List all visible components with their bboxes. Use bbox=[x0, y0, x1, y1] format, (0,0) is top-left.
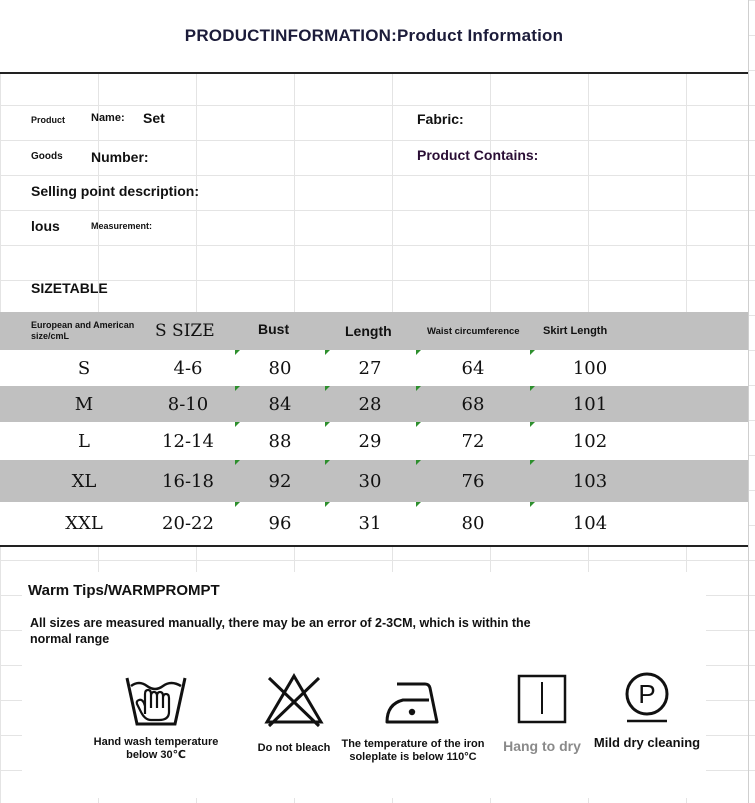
header-bust: Bust bbox=[258, 321, 290, 337]
care-label-iron: The temperature of the iron soleplate is below 110°C bbox=[341, 738, 485, 763]
cell-marker bbox=[416, 502, 421, 507]
cell-marker bbox=[530, 502, 535, 507]
bust-cell: 96 bbox=[268, 513, 292, 534]
name-label: Name: bbox=[91, 112, 125, 124]
bust-cell: 84 bbox=[268, 393, 292, 415]
cell-marker bbox=[325, 350, 330, 355]
length-cell: 28 bbox=[358, 393, 382, 415]
size-cell: L bbox=[78, 430, 90, 452]
page-title: PRODUCTINFORMATION:Product Information bbox=[184, 26, 564, 45]
cell-marker bbox=[235, 460, 240, 465]
size-cell: M bbox=[74, 393, 94, 415]
warm-tips-text: All sizes are measured manually, there may be an error of 2-3CM, which is within the normal range bbox=[30, 616, 531, 646]
care-item-hand-wash bbox=[86, 670, 226, 762]
cell-marker bbox=[530, 350, 535, 355]
waist-cell: 76 bbox=[461, 470, 485, 492]
cell-marker bbox=[325, 422, 330, 427]
care-item-dry-clean bbox=[588, 670, 706, 749]
cell-marker bbox=[325, 460, 330, 465]
table-row bbox=[0, 350, 748, 386]
header-length: Length bbox=[345, 323, 392, 339]
fabric-label: Fabric: bbox=[417, 111, 464, 127]
skirt-length-cell: 101 bbox=[572, 393, 608, 415]
cell-marker bbox=[235, 350, 240, 355]
svg-text:P: P bbox=[638, 679, 656, 709]
cell-marker bbox=[530, 386, 535, 391]
table-row bbox=[0, 502, 748, 545]
warm-tips-title: Warm Tips/WARMPROMPT bbox=[28, 582, 220, 599]
header-eu-us-size: European and American size/cmL bbox=[31, 320, 135, 341]
bust-cell: 88 bbox=[268, 430, 292, 452]
warm-tips-panel bbox=[22, 572, 706, 798]
page-edge-rule bbox=[748, 0, 749, 803]
cell-marker bbox=[416, 386, 421, 391]
header-skirt-length: Skirt Length bbox=[543, 325, 608, 337]
eu-size-cell: 12-14 bbox=[162, 430, 214, 452]
size-table-title: SIZETABLE bbox=[31, 280, 108, 296]
cell-marker bbox=[325, 386, 330, 391]
dry-clean-icon bbox=[621, 670, 673, 726]
page-header bbox=[0, 0, 748, 74]
length-cell: 29 bbox=[358, 430, 382, 452]
cell-marker bbox=[416, 422, 421, 427]
care-label-no-bleach: Do not bleach bbox=[257, 742, 331, 754]
number-label: Number: bbox=[91, 149, 149, 165]
table-row bbox=[0, 460, 748, 502]
size-cell: XXL bbox=[65, 513, 103, 534]
care-label-hang-dry: Hang to dry bbox=[503, 738, 581, 754]
header-s-size: S SIZE bbox=[155, 321, 215, 341]
measurement-label: Measurement: bbox=[91, 221, 153, 231]
table-row bbox=[0, 386, 748, 422]
size-cell: S bbox=[77, 357, 91, 379]
table-bottom-rule bbox=[0, 545, 748, 547]
size-cell: XL bbox=[71, 470, 97, 492]
name-value: Set bbox=[143, 110, 165, 126]
care-item-iron bbox=[328, 670, 498, 764]
care-item-hang-dry bbox=[492, 670, 592, 753]
cell-marker bbox=[235, 386, 240, 391]
cell-marker bbox=[325, 502, 330, 507]
eu-size-cell: 4-6 bbox=[173, 357, 203, 379]
hang-to-dry-icon bbox=[516, 670, 568, 728]
bust-cell: 80 bbox=[268, 357, 292, 379]
cell-marker bbox=[235, 422, 240, 427]
size-table bbox=[0, 312, 748, 545]
length-cell: 30 bbox=[358, 470, 382, 492]
bust-cell: 92 bbox=[268, 470, 292, 492]
product-label: Product bbox=[31, 115, 66, 125]
waist-cell: 72 bbox=[461, 430, 485, 452]
skirt-length-cell: 103 bbox=[572, 470, 608, 492]
skirt-length-cell: 104 bbox=[572, 513, 608, 534]
waist-cell: 68 bbox=[461, 393, 485, 415]
care-label-dry-clean: Mild dry cleaning bbox=[593, 735, 701, 750]
table-row bbox=[0, 422, 748, 460]
skirt-length-cell: 102 bbox=[572, 430, 608, 452]
cell-marker bbox=[530, 460, 535, 465]
header-waist: Waist circumference bbox=[427, 325, 520, 337]
lous-label: lous bbox=[31, 218, 60, 234]
eu-size-cell: 20-22 bbox=[162, 513, 214, 534]
cell-marker bbox=[235, 502, 240, 507]
eu-size-cell: 16-18 bbox=[162, 470, 214, 492]
product-info bbox=[0, 76, 748, 311]
waist-cell: 80 bbox=[461, 513, 485, 534]
length-cell: 27 bbox=[358, 357, 382, 379]
selling-point-label: Selling point description: bbox=[31, 183, 199, 199]
size-table-header bbox=[0, 312, 748, 350]
waist-cell: 64 bbox=[461, 357, 485, 379]
iron-icon bbox=[383, 670, 443, 730]
cell-marker bbox=[416, 460, 421, 465]
hand-wash-icon bbox=[123, 670, 189, 730]
cell-marker bbox=[530, 422, 535, 427]
goods-label: Goods bbox=[31, 151, 63, 162]
eu-size-cell: 8-10 bbox=[167, 393, 209, 415]
length-cell: 31 bbox=[358, 513, 382, 534]
skirt-length-cell: 100 bbox=[572, 357, 608, 379]
do-not-bleach-icon bbox=[263, 670, 325, 730]
cell-marker bbox=[416, 350, 421, 355]
product-contains-label: Product Contains: bbox=[417, 147, 539, 163]
care-label-hand-wash: Hand wash temperature below 30℃ bbox=[93, 736, 219, 761]
